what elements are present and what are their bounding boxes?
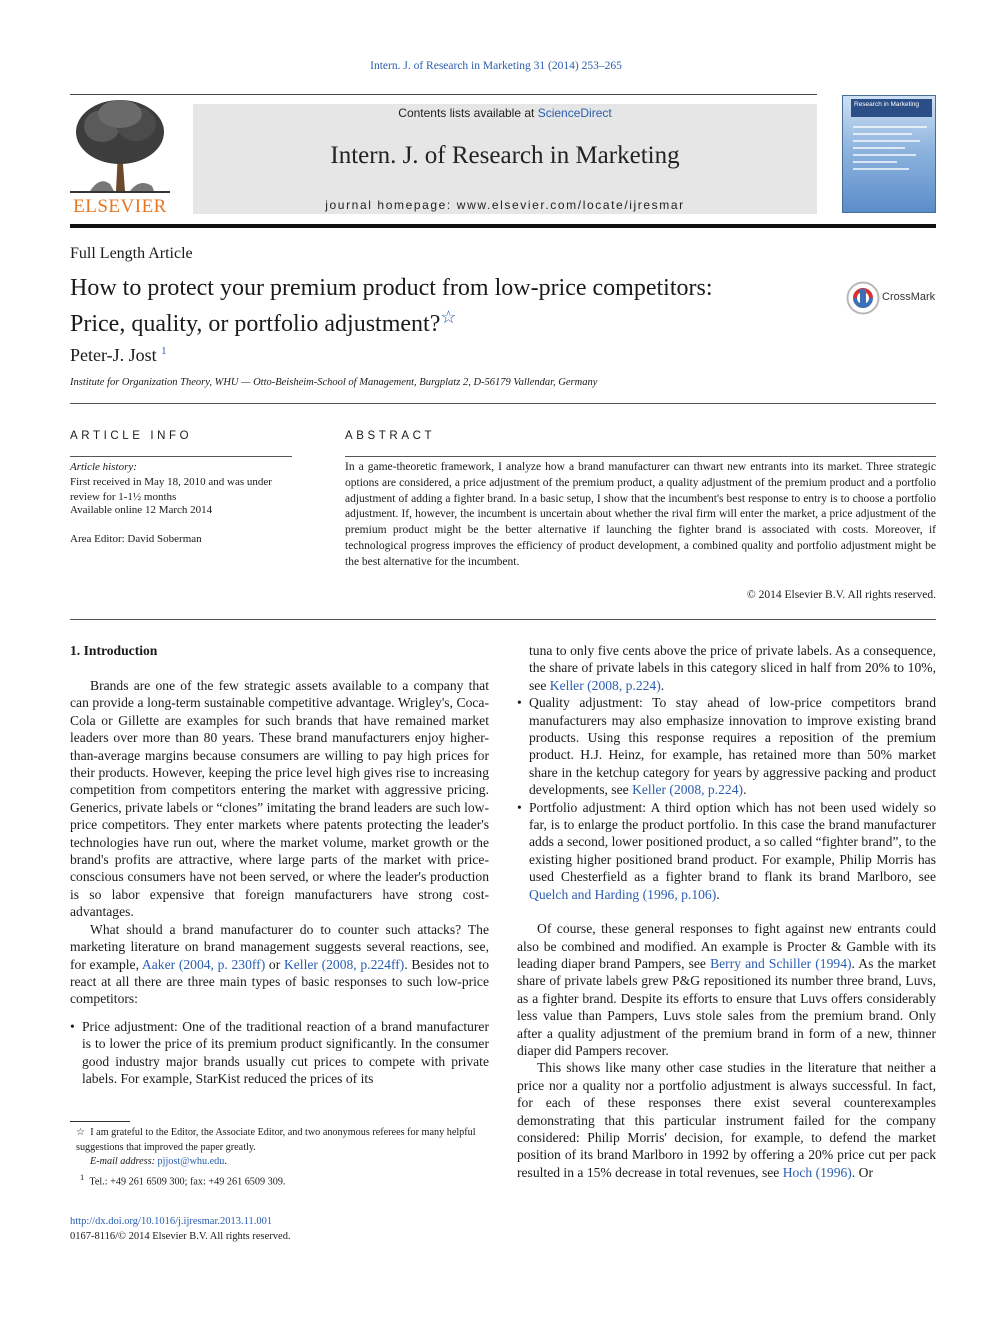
article-title bbox=[70, 274, 830, 339]
cover-decoration bbox=[853, 126, 927, 175]
journal-homepage[interactable]: journal homepage: www.elsevier.com/locate/ijresmar bbox=[325, 198, 685, 212]
crossmark-badge[interactable] bbox=[846, 281, 936, 315]
journal-cover-thumbnail[interactable] bbox=[842, 95, 936, 213]
contents-line bbox=[193, 106, 817, 120]
intro-paragraph-4: This shows like many other case studies in the literature that neither a price nor a quality nor a portfolio adjustment is always successful. In fact, for each of these responses there exist several counterexamples demonstrating that this particular instrument failed for the company considered: Philip Morris' decision, for example, to defend the market position of its brand Marlboro in 1992 by offering a 20% price cut per pack resulted in a 15% decrease in total revenues, see Hoch (1996). Or bbox=[517, 1060, 936, 1180]
author-footnote-mark[interactable]: 1 bbox=[161, 345, 167, 357]
article-type: Full Length Article bbox=[70, 245, 193, 262]
footnote-star: ☆ I am grateful to the Editor, the Associate Editor, and two anonymous referees for many helpful suggestions that improved the paper greatly. bbox=[76, 1127, 476, 1153]
intro-paragraph-3: Of course, these general responses to fight against new entrants could also be combined and modified. An example is Procter & Gamble with its leading diaper brand Pampers, see Berry and Schiller (1994). As the market share of private labels grew P&G repositioned its number three brand, Luvs, as a fighter brand. Despite its efforts to ensure that Luvs offers considerably less value than Pampers, Luvs stole sales from the premium brand. Only after a quality adjustment of the premium brand in form of a new, thinner diaper did Pampers recover. bbox=[517, 921, 936, 1058]
page-footer bbox=[70, 1215, 291, 1244]
header-thick-rule bbox=[70, 224, 936, 228]
abstract-copyright: © 2014 Elsevier B.V. All rights reserved. bbox=[747, 589, 936, 601]
article-info-heading: ARTICLE INFO bbox=[70, 430, 193, 442]
issn-copyright: 0167-8116/© 2014 Elsevier B.V. All rights reserved. bbox=[70, 1230, 291, 1242]
header-top-rule bbox=[70, 94, 817, 95]
title-footnote-star[interactable]: ☆ bbox=[440, 307, 457, 327]
journal-title: Intern. J. of Research in Marketing bbox=[330, 142, 680, 169]
article-history-label: Article history: bbox=[70, 461, 137, 473]
citation-aaker-2004[interactable]: Aaker (2004, p. 230ff) bbox=[141, 956, 266, 972]
author-email-link[interactable]: pjjost@whu.edu bbox=[157, 1156, 225, 1167]
intro-paragraph-1: Brands are one of the few strategic assets available to a company that can provide a long-term sustainable competitive advantage. Wrigley's, Coca-Cola or Gillette are examples for such brands that have remained market leaders over more than 80 years. These brand manufacturers enjoy higher-than-average margins because consumers are willing to pay high prices for their products. However, keeping the price level high gives rise to increasing competition from competitors entering the market with aggressive pricing. Generics, private labels or “clones” imitating the brand leaders are such low-price competitors. They enter markets where patents protecting the leader's technologies have run out, where the market volume, market growth or the brand's profits are attractive, where large parts of the market with price-conscious consumers have not been served, or where the leader's production is so labor expensive that foreign manufacturers have strong cost-advantages. bbox=[70, 678, 489, 920]
bullet-portfolio-adjustment: • Portfolio adjustment: A third option which has not been used widely so far, is to enlarge the product portfolio. In this case the brand manufacturer adds a second, lower positioned product, a so called “fighter brand”, to the existing higher positioned brand product. For example, Philip Morris has used Chesterfield as a fighter brand to flank its brand Marlboro, see Quelch and Harding (1996, p.106). bbox=[517, 799, 936, 903]
right-column bbox=[517, 642, 936, 1181]
citation-keller-2008-224-a[interactable]: Keller (2008, p.224) bbox=[549, 677, 661, 693]
abstract-text: In a game-theoretic framework, I analyze how a brand manufacturer can thwart new entrants into its market. Three strategic options are considered, a price adjustment of the premium product, a quality adjustment of the premium product and a portfolio adjustment of adding a fighter brand. In a basic setup, I show that the incumbent's best response to entry is to choose a portfolio adjustment. If, however, the incumbent is uncertain about whether the rival firm will enter the market, a price adjustment of the premium product might be the better alternative if launching the fighter brand is associated with costs. Moreover, if technological progress improves the efficiency of product development, a combined quality and portfolio adjustment might be the best alternative for the incumbent. bbox=[345, 461, 936, 568]
abstract-bottom-rule bbox=[70, 619, 936, 620]
footnote-rule bbox=[70, 1121, 130, 1122]
citation-keller-2008-224ff[interactable]: Keller (2008, p.224ff) bbox=[283, 956, 405, 972]
available-online: Available online 12 March 2014 bbox=[70, 504, 213, 516]
abstract-heading: ABSTRACT bbox=[345, 430, 436, 442]
article-info-rule bbox=[70, 456, 292, 457]
author-name[interactable] bbox=[70, 345, 167, 366]
bullet-price-adjustment: • Price adjustment: One of the traditional reaction of a brand manufacturer is to lower the price of its premium product significantly. In the consumer good industry major brands usually cut prices to compete with private labels. For example, StarKist reduced the prices of its bbox=[70, 1018, 489, 1088]
contents-prefix: Contents lists available at bbox=[398, 106, 538, 120]
footnote-email: E-mail address: pjjost@whu.edu. bbox=[90, 1156, 227, 1167]
section-heading-introduction: 1. Introduction bbox=[70, 643, 158, 658]
doi-link[interactable]: http://dx.doi.org/10.1016/j.ijresmar.2013.11.001 bbox=[70, 1216, 273, 1227]
citation-hoch-1996[interactable]: Hoch (1996) bbox=[782, 1164, 852, 1180]
citation-quelch-harding-1996[interactable]: Quelch and Harding (1996, p.106) bbox=[529, 886, 717, 902]
title-line-1: How to protect your premium product from low-price competitors: bbox=[70, 275, 713, 301]
footnote-1: $^1$ Tel.: +49 261 6509 300; fax: +49 261 6509 309. bbox=[80, 1171, 286, 1187]
footnotes bbox=[70, 1126, 490, 1189]
abstract-rule bbox=[345, 456, 936, 457]
citation-berry-schiller-1994[interactable]: Berry and Schiller (1994) bbox=[710, 955, 852, 971]
cover-title: Research in Marketing bbox=[851, 99, 932, 117]
crossmark-icon bbox=[846, 281, 880, 315]
bullet-price-adjustment-continued: tuna to only five cents above the price of private labels. As a consequence, the share of private labels in this category sliced in half from 20% to 10%, see Keller (2008, p.224). bbox=[529, 643, 936, 693]
affiliation-rule bbox=[70, 403, 936, 404]
citation-keller-2008-224-b[interactable]: Keller (2008, p.224) bbox=[632, 782, 744, 798]
bullet-quality-adjustment: • Quality adjustment: To stay ahead of low-price competitors brand manufacturers may also emphasize innovation to improve existing brand products. Using this response requires a reposition of the premium product. H.J. Heinz, for example, has retained more than 50% market share in the ketchup category for years by aggressive packing and product developments, see Keller (2008, p.224). bbox=[517, 694, 936, 798]
received-date: First received in May 18, 2010 and was under review for 1-1½ months bbox=[70, 476, 272, 503]
sciencedirect-link[interactable]: ScienceDirect bbox=[537, 106, 612, 120]
elsevier-wordmark: ELSEVIER bbox=[73, 196, 167, 217]
area-editor: Area Editor: David Soberman bbox=[70, 533, 202, 545]
author-name-text: Peter-J. Jost bbox=[70, 345, 157, 365]
title-line-2: Price, quality, or portfolio adjustment? bbox=[70, 311, 441, 337]
crossmark-label: CrossMark bbox=[882, 291, 936, 303]
left-column bbox=[70, 677, 489, 1087]
intro-paragraph-2: What should a brand manufacturer do to counter such attacks? The marketing literature on brand management suggests several reactions, see, for example, Aaker (2004, p. 230ff) or Keller (2008, p.224ff). Besides not to react at all there are three main types of basic responses to such low-price competitors: bbox=[70, 921, 490, 1007]
author-affiliation: Institute for Organization Theory, WHU — Otto-Beisheim-School of Management, Burgplatz 2, D-56179 Vallendar, Germany bbox=[70, 377, 598, 388]
journal-citation[interactable]: Intern. J. of Research in Marketing 31 (2014) 253–265 bbox=[370, 60, 622, 72]
